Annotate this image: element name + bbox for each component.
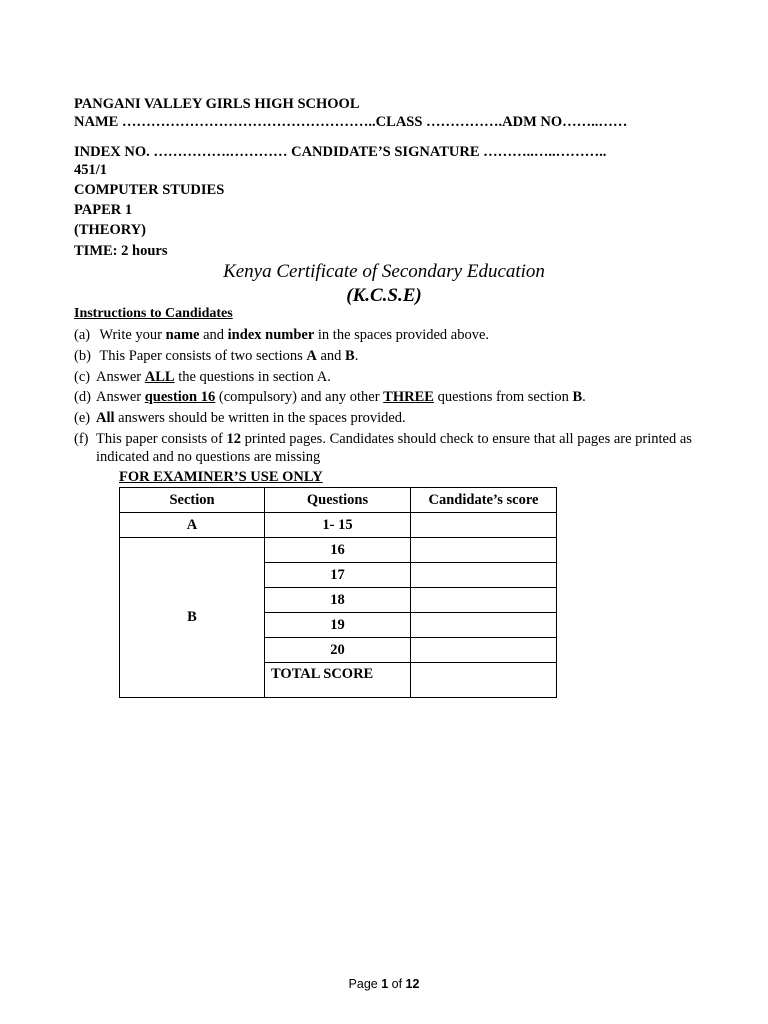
instruction-bold: A xyxy=(306,348,317,364)
total-score-cell[interactable] xyxy=(411,663,557,698)
of-word: of xyxy=(388,977,406,991)
instruction-bold: THREE xyxy=(383,389,434,405)
instruction-text: questions from section xyxy=(433,389,573,405)
instruction-bold: name xyxy=(165,327,200,343)
examiner-heading: FOR EXAMINER’S USE ONLY xyxy=(119,469,323,485)
instruction-text: (compulsory) and any other xyxy=(215,389,384,405)
instruction-f xyxy=(74,430,692,466)
page-word: Page xyxy=(348,977,382,991)
table-row xyxy=(120,513,557,538)
score-cell[interactable] xyxy=(411,588,557,613)
question-cell: 20 xyxy=(265,638,411,663)
instruction-c xyxy=(74,368,331,386)
instruction-label: (a) xyxy=(74,327,91,343)
column-header-questions: Questions xyxy=(265,488,411,513)
score-cell[interactable] xyxy=(411,513,557,538)
paper-number: PAPER 1 xyxy=(74,202,133,218)
instruction-label: (d) xyxy=(74,389,91,405)
score-cell[interactable] xyxy=(411,538,557,563)
instructions-heading: Instructions to Candidates xyxy=(74,306,233,321)
question-cell: 18 xyxy=(265,588,411,613)
column-header-score: Candidate’s score xyxy=(411,488,557,513)
table-row xyxy=(120,538,557,563)
instruction-label: (f) xyxy=(74,431,89,447)
instruction-text: in the spaces provided above. xyxy=(314,327,490,343)
instruction-bold: index number xyxy=(227,327,315,343)
paper-type: (THEORY) xyxy=(74,222,146,238)
index-signature-line: INDEX NO. …………….………… CANDIDATE’S SIGNATURE ………..…..……….. xyxy=(74,144,607,160)
instruction-text: printed pages. Candidates should check to ensure that all pages are printed as xyxy=(240,431,692,447)
score-cell[interactable] xyxy=(411,638,557,663)
instruction-b xyxy=(74,347,358,365)
table-header-row xyxy=(120,488,557,513)
column-header-section: Section xyxy=(120,488,265,513)
instruction-bold: ALL xyxy=(144,369,175,385)
question-cell: 19 xyxy=(265,613,411,638)
instruction-text: Answer xyxy=(96,389,145,405)
instruction-text: answers should be written in the spaces provided. xyxy=(114,410,406,426)
instruction-bold: B xyxy=(345,348,355,364)
instruction-text: and xyxy=(199,327,228,343)
question-cell: 16 xyxy=(265,538,411,563)
instruction-d xyxy=(74,388,586,406)
instruction-text: . xyxy=(582,389,586,405)
instruction-text: the questions in section A. xyxy=(174,369,331,385)
instruction-a xyxy=(74,326,489,344)
instruction-e xyxy=(74,409,406,427)
score-cell[interactable] xyxy=(411,613,557,638)
subject-name: COMPUTER STUDIES xyxy=(74,182,225,198)
exam-title: Kenya Certificate of Secondary Education xyxy=(223,261,545,282)
instruction-text: This Paper consists of two sections xyxy=(96,348,307,364)
instruction-bold: B xyxy=(572,389,583,405)
paper-code: 451/1 xyxy=(74,162,108,178)
section-a-cell: A xyxy=(120,513,265,538)
time-allowed: TIME: 2 hours xyxy=(74,243,168,259)
instruction-bold: 12 xyxy=(226,431,241,447)
section-b-cell: B xyxy=(120,538,265,698)
instruction-label: (e) xyxy=(74,410,91,426)
total-pages: 12 xyxy=(405,977,420,991)
examiner-score-table xyxy=(119,487,557,698)
instruction-bold: All xyxy=(96,410,115,426)
section-a-questions-cell: 1- 15 xyxy=(265,513,411,538)
instruction-text: This paper consists of xyxy=(96,431,227,447)
instruction-bold: question 16 xyxy=(144,389,216,405)
instruction-label: (b) xyxy=(74,348,91,364)
school-name: PANGANI VALLEY GIRLS HIGH SCHOOL xyxy=(74,96,360,112)
instruction-continuation: indicated and no questions are missing xyxy=(96,449,321,465)
instruction-text: and xyxy=(316,348,346,364)
exam-abbreviation: (K.C.S.E) xyxy=(346,285,422,306)
question-cell: 17 xyxy=(265,563,411,588)
current-page: 1 xyxy=(381,977,389,991)
score-cell[interactable] xyxy=(411,563,557,588)
instruction-text: . xyxy=(354,348,359,364)
instruction-text: Answer xyxy=(96,369,145,385)
total-score-label: TOTAL SCORE xyxy=(265,663,411,698)
page-footer xyxy=(0,977,768,991)
name-class-adm-line: NAME ……………………………………………..CLASS …………….ADM NO……..…… xyxy=(74,114,628,130)
instruction-text: Write your xyxy=(96,327,166,343)
instruction-label: (c) xyxy=(74,369,91,385)
